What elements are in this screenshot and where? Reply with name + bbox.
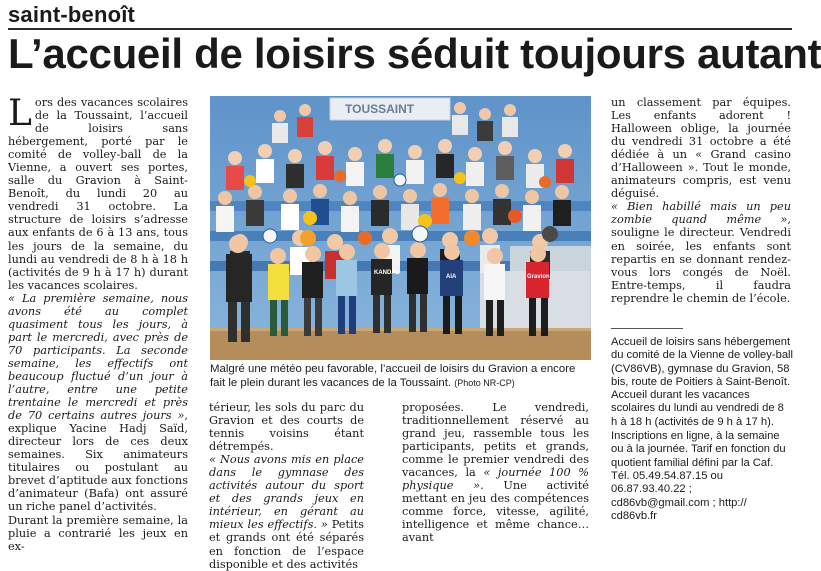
intro-text: ors des vacances scolaires de la Toussaint, l’accueil de loisirs sans hébergement, porté par le comité de volley-ball de la Vienne, a ouvert ses portes, salle du Gravion à Saint-Benoît, du lundi 20 au vendredi 31 octobre. La structure de loisirs s’adresse aux enfants de 6 à 13 ans, tous les jours de la semaine, du lundi au vendredi de 8 h à 18 h (activités de 9 h à 17 h) durant les vacances scolaires. [8,96,188,292]
shirt-text-3: Gravion [527,274,550,280]
friday-paragraph [402,401,589,545]
friday-quote: « journée 100 % physique » [402,466,589,493]
closing-paragraph [611,200,791,304]
infobox-rule [611,328,683,329]
shirt-text-2: AIA [446,274,457,280]
director-quote: « La première semaine, nous avons été au complet quasiment tous les jours, à part le mercredi, avec près de 70 participants. La seconde semaine, les effectifs ont beaucoup fluctué d’un jour à l’autre, entre une petite trentaine le mercredi et près de 70 certains autres jours » [8,291,188,423]
quote-attribution: , explique Yacine Hadj Saïd, directeur lors de ces deux semaines. Six animateurs titulaires ou postulant au brevet d’aptitude aux fonctions d’animateur (Bafa) ont assuré un riche panel d’activités. [8,409,188,514]
friday-text-a: proposées. Le vendredi, traditionnellement réservé au grand jeu, rassemble tous les participants, petits et grands, comme le premier vendredi des vacances, la [402,401,589,480]
group-photo-illustration [210,96,591,360]
closing-text: , souligne le directeur. Vendredi en soirée, les enfants sont repartis en se donnant rendez-vous lors congés de Noël. Entre-temps, il faudra reprendre le chemin de l’école. [611,213,791,305]
article-column-1 [8,93,188,558]
caption-text: Malgré une météo peu favorable, l’accueil de loisirs du Gravion a encore fait le plein durant les vacances de la Toussaint. [210,363,576,389]
photo-credit: (Photo NR-CP) [454,378,515,388]
article-column-4 [611,96,791,318]
practical-info-box [611,336,793,523]
info-paragraph-2: Inscriptions en ligne, à la semaine ou à la journée. Tarif en fonction du quotient familial défini par la Caf. Tél. 05.49.54.87.15 ou 06.87.93.40.22 ; cd86vb@gmail.com ; http:// cd86vb.fr [611,430,786,522]
intro-paragraph [8,93,188,292]
costume-quote: « Bien habillé mais un peu zombie quand même » [611,200,791,227]
article-column-3 [402,401,589,559]
section-rubric: saint-benoît [8,2,136,27]
photo-caption [210,362,591,390]
weather-paragraph: térieur, les sols du parc du Gravion et des courts de tennis voisins étant détrempés. [209,401,364,454]
info-paragraph-1: Accueil de loisirs sans hébergement du comité de la Vienne de volley-ball (CV86VB), gymnase du Gravion, 58 bis, route de Poitiers à Saint-Benoît. Accueil durant les vacances scolaires du lundi au vendredi de 8 h à 18 h (activités de 9 h à 17 h). [611,336,794,428]
article-column-2 [209,401,364,571]
halloween-paragraph: un classement par équipes. Les enfants adorent ! Halloween oblige, la journée du vendredi 31 octobre a été dédiée à un « Grand casino d’Halloween ». Tout le monde, animateurs compris, est venu déguisé. [611,96,791,201]
article-headline: L’accueil de loisirs séduit toujours autant [8,30,821,77]
banner-text: TOUSSAINT [345,102,415,116]
activities-paragraph [209,453,364,570]
friday-text-b: . Une activité mettant en jeu des compétences comme force, vitesse, agilité, intelligence et même chance… avant [402,479,589,545]
group-photo [210,96,591,360]
drop-cap: L [8,93,32,134]
activities-text: Petits et grands ont été séparés en fonction de l’espace disponible et des activités [209,518,364,571]
quote-paragraph [8,292,188,514]
rain-paragraph: Durant la première semaine, la pluie a contrarié les jeux en ex- [8,513,188,553]
activities-quote: « Nous avons mis en place dans le gymnase des activités autour du sport et des grands jeux en intérieur, en gérant au mieux les effectifs. » [209,453,364,532]
shirt-text-1: KANDAL [374,270,400,276]
